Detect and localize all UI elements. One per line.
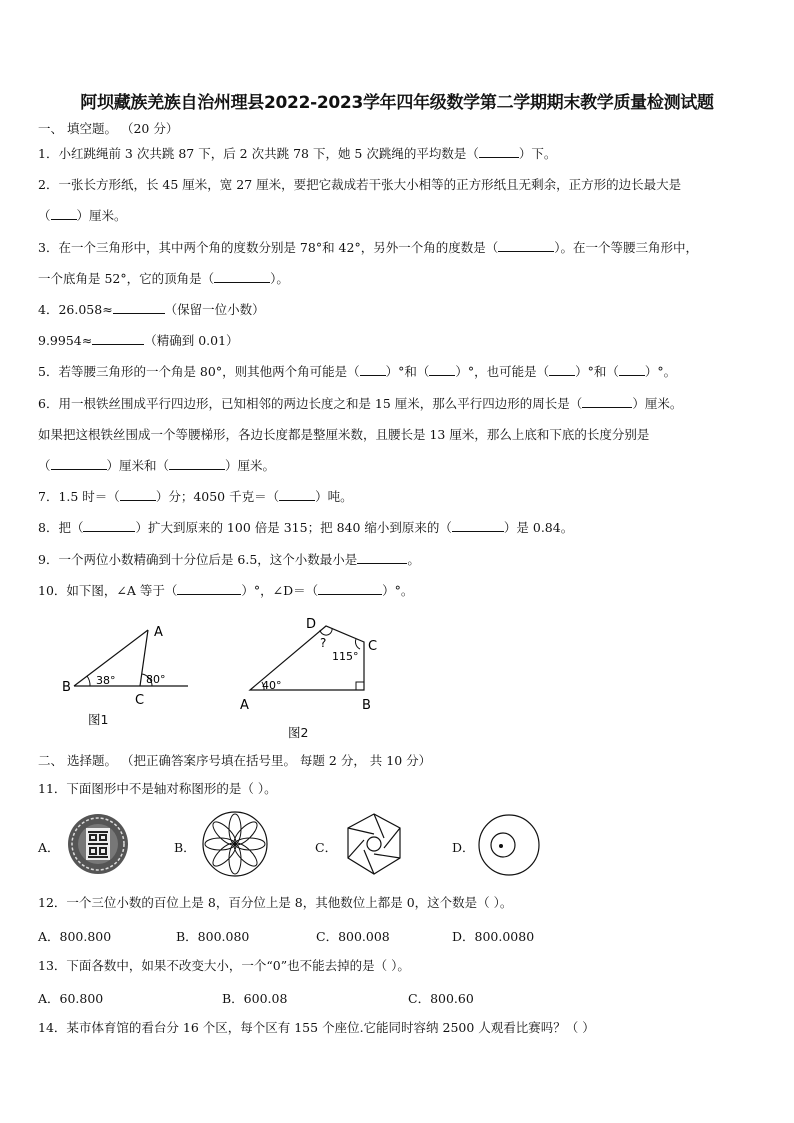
- question-5: 5．若等腰三角形的一个角是 80°，则其他两个角可能是（ ）°和（ ）°，也可能是（ ）°和（ ）°。: [38, 364, 677, 379]
- angle-label-c: 115°: [332, 650, 359, 663]
- pinwheel-hexagon-icon: [338, 808, 410, 880]
- page-title: 阿坝藏族羌族自治州理县2022-2023学年四年级数学第二学期期末教学质量检测试题: [80, 93, 714, 113]
- section-heading-choice: 二、 选择题。 （把正确答案序号填在括号里。 每题 2 分， 共 10 分）: [38, 753, 432, 768]
- vertex-label-a: A: [240, 698, 249, 712]
- vertex-label-c: C: [368, 639, 378, 654]
- answer-blank[interactable]: [479, 146, 519, 158]
- option-c[interactable]: C．800.60: [408, 991, 474, 1006]
- circle-with-dot-icon: [476, 812, 542, 878]
- figure-1-triangle: [56, 618, 196, 708]
- answer-blank[interactable]: [498, 240, 554, 252]
- angle-label-b: 38°: [96, 674, 116, 687]
- question-6: 6．用一根铁丝围成平行四边形，已知相邻的两边长度之和是 15 厘米，那么平行四边形的周长是（ ）厘米。: [38, 396, 683, 411]
- vertex-label-a: A: [154, 625, 163, 640]
- figure-2-quadrilateral: [234, 612, 394, 712]
- answer-blank[interactable]: [83, 520, 135, 532]
- question-6-cont: 如果把这根铁丝围成一个等腰梯形，各边长度都是整厘米数，且腰长是 13 厘米，那么上底和下底的长度分别是: [38, 427, 650, 442]
- answer-blank[interactable]: [51, 208, 77, 220]
- option-a[interactable]: A．800.800: [38, 929, 112, 944]
- answer-blank[interactable]: [120, 489, 156, 501]
- option-c[interactable]: C．800.008: [316, 929, 390, 944]
- option-a[interactable]: A．60.800: [38, 991, 104, 1006]
- question-3-cont: 一个底角是 52°，它的顶角是（ ）。: [38, 271, 289, 286]
- answer-blank[interactable]: [452, 520, 504, 532]
- vertex-label-b: B: [62, 680, 71, 695]
- question-14: 14．某市体育馆的看台分 16 个区，每个区有 155 个座位.它能同时容纳 2500 人观看比赛吗？（ ）: [38, 1020, 595, 1035]
- figure-1-caption: 图1: [88, 712, 109, 727]
- question-6-cont2: （ ）厘米和（ ）厘米。: [38, 458, 276, 473]
- option-c-label[interactable]: C．: [315, 840, 338, 855]
- angle-label-d: ?: [320, 636, 327, 650]
- figure-2-caption: 图2: [288, 725, 309, 740]
- answer-blank[interactable]: [357, 552, 407, 564]
- answer-blank[interactable]: [429, 364, 455, 376]
- question-8: 8．把（ ）扩大到原来的 100 倍是 315；把 840 缩小到原来的（ ）是 0.84。: [38, 520, 574, 535]
- angle-label-a: 40°: [262, 679, 282, 692]
- question-1: 1．小红跳绳前 3 次共跳 87 下，后 2 次共跳 78 下，她 5 次跳绳的平均数是（ ）下。: [38, 146, 557, 161]
- question-2-cont: （ ）厘米。: [38, 208, 127, 223]
- option-b[interactable]: B．800.080: [176, 929, 250, 944]
- answer-blank[interactable]: [214, 271, 270, 283]
- answer-blank[interactable]: [549, 364, 575, 376]
- question-12: 12．一个三位小数的百位上是 8，百分位上是 8，其他数位上都是 0，这个数是（ ）。: [38, 895, 513, 910]
- answer-blank[interactable]: [51, 458, 107, 470]
- answer-blank[interactable]: [318, 583, 382, 595]
- option-b-label[interactable]: B．: [174, 840, 196, 855]
- vertex-label-d: D: [306, 617, 317, 632]
- question-9: 9．一个两位小数精确到十分位后是 6.5，这个小数最小是 。: [38, 552, 420, 567]
- answer-blank[interactable]: [582, 396, 632, 408]
- option-d[interactable]: D．800.0080: [452, 929, 535, 944]
- question-10: 10．如下图，∠A 等于（ ）°，∠D＝（ ）°。: [38, 583, 414, 598]
- question-4-cont: 9.9954≈ （精确到 0.01）: [38, 333, 239, 348]
- answer-blank[interactable]: [177, 583, 241, 595]
- question-13: 13．下面各数中，如果不改变大小，一个“0”也不能去掉的是（ ）。: [38, 958, 410, 973]
- section-heading-fill-in: 一、 填空题。 （20 分）: [38, 121, 179, 136]
- answer-blank[interactable]: [360, 364, 386, 376]
- option-a-label[interactable]: A．: [38, 840, 60, 855]
- answer-blank[interactable]: [279, 489, 315, 501]
- vertex-label-c: C: [135, 693, 145, 708]
- option-d-label[interactable]: D．: [452, 840, 475, 855]
- answer-blank[interactable]: [113, 302, 165, 314]
- answer-blank[interactable]: [92, 333, 144, 345]
- angle-label-c: 80°: [146, 673, 166, 686]
- question-7: 7．1.5 时＝（ ）分；4050 千克＝（ ）吨。: [38, 489, 353, 504]
- double-happiness-emblem-icon: [66, 812, 130, 876]
- question-4: 4．26.058≈ （保留一位小数）: [38, 302, 265, 317]
- option-b[interactable]: B．600.08: [222, 991, 288, 1006]
- question-3: 3．在一个三角形中，其中两个角的度数分别是 78°和 42°，另外一个角的度数是（ ）。在一个等腰三角形中，: [38, 240, 698, 255]
- question-11: 11．下面图形中不是轴对称图形的是（ ）。: [38, 781, 277, 796]
- answer-blank[interactable]: [169, 458, 225, 470]
- answer-blank[interactable]: [619, 364, 645, 376]
- question-2: 2．一张长方形纸，长 45 厘米，宽 27 厘米，要把它裁成若干张大小相等的正方形纸且无剩余，正方形的边长最大是: [38, 177, 682, 192]
- vertex-label-b: B: [362, 698, 371, 712]
- flower-circle-icon: [200, 809, 270, 879]
